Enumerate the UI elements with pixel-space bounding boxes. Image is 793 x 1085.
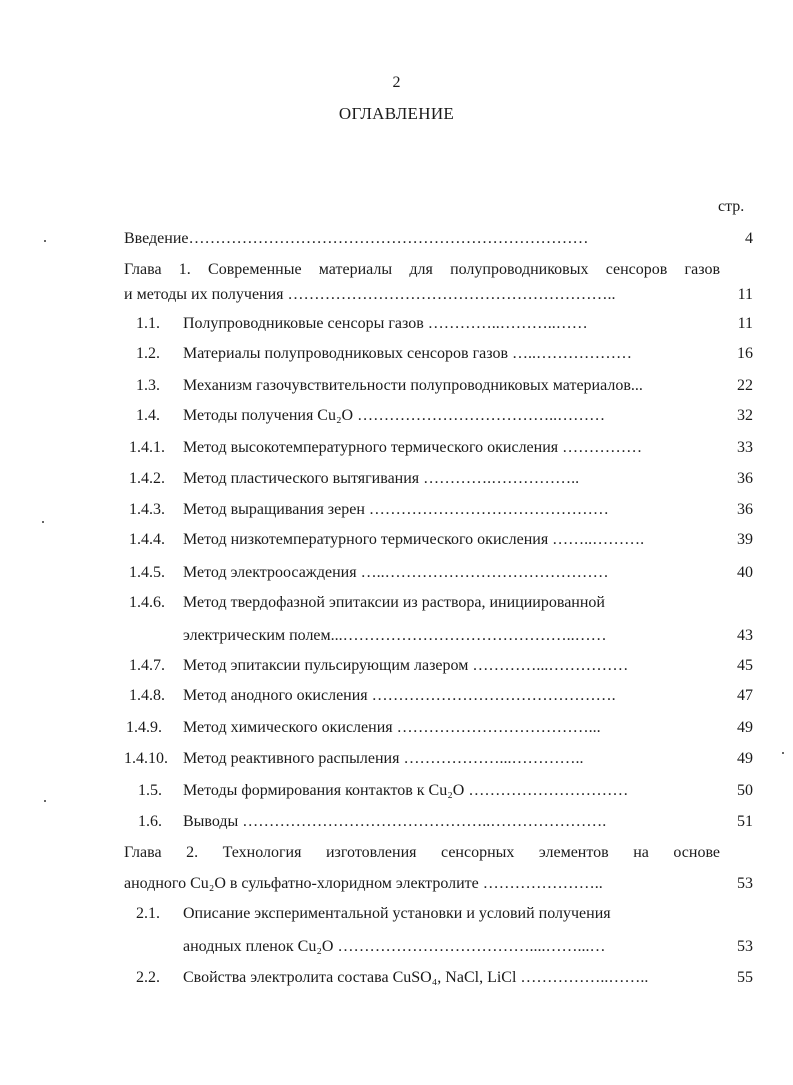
- toc-entry-1-6[interactable]: [183, 812, 606, 832]
- toc-page-number: 49: [737, 719, 753, 736]
- toc-leader-dots: ……………: [562, 439, 643, 456]
- toc-entry-1-4-3[interactable]: [183, 500, 609, 520]
- toc-section-number: 1.6.: [138, 813, 162, 830]
- toc-section-number: 1.2.: [136, 345, 160, 362]
- scan-speck: [42, 521, 44, 523]
- toc-leader-dots: …………..………..……: [427, 315, 588, 332]
- toc-section-number: 1.4.6.: [129, 594, 165, 611]
- toc-page-number: 50: [737, 782, 753, 799]
- toc-section-number: 1.4.4.: [129, 531, 165, 548]
- toc-chapter-2-title[interactable]: Глава 2. Технология изготовления сенсорных элементов на основе: [124, 844, 720, 861]
- toc-page-number: 39: [737, 531, 753, 548]
- toc-section-number: 1.4.10.: [124, 750, 168, 767]
- toc-entry-title: Материалы полупроводниковых сенсоров газов: [183, 345, 509, 362]
- toc-entry-title: Метод реактивного распыления: [183, 750, 400, 767]
- page-column-header: стр.: [718, 198, 745, 215]
- toc-entry-title: Механизм газочувствительности полупроводниковых материалов: [183, 377, 631, 394]
- toc-leader-dots: ……..……….: [552, 531, 645, 548]
- toc-section-number: 1.5.: [138, 782, 162, 799]
- toc-page-number: 11: [737, 315, 753, 332]
- scan-speck: [44, 800, 46, 802]
- toc-page-number: 11: [737, 286, 753, 303]
- toc-entry-2-1-cont[interactable]: [183, 937, 605, 957]
- toc-page-number: 32: [737, 407, 753, 424]
- toc-leader-dots: ………………………………...: [396, 719, 601, 736]
- toc-entry-title: и методы их получения: [124, 286, 284, 303]
- toc-entry-1-4-2[interactable]: [183, 469, 579, 489]
- toc-page-number: 53: [737, 875, 753, 892]
- toc-entry-title: Метод химического окисления: [183, 719, 393, 736]
- toc-entry-title: Введение: [124, 230, 189, 247]
- toc-leader-dots: …..………………: [512, 345, 633, 362]
- toc-entry-title: Методы получения Cu₂O: [183, 407, 354, 424]
- toc-leader-dots: ……………..……..: [520, 969, 649, 986]
- toc-leader-dots: ………………………………....……...…: [337, 938, 606, 955]
- toc-section-number: 1.4.8.: [129, 687, 165, 704]
- toc-leader-dots: …………………..: [482, 875, 603, 892]
- toc-entry-1-4-9[interactable]: [183, 718, 601, 738]
- toc-entry-1-4-1[interactable]: [183, 438, 642, 458]
- toc-page-number: 49: [737, 750, 753, 767]
- toc-entry-title: анодного Cu₂O в сульфатно-хлоридном электролите: [124, 875, 479, 892]
- toc-leader-dots: ...: [630, 377, 643, 394]
- toc-page-number: 22: [737, 377, 753, 394]
- toc-chapter-1-title-cont[interactable]: [124, 285, 616, 305]
- toc-section-number: 1.4.3.: [129, 501, 165, 518]
- toc-entry-title: Метод высокотемпературного термического окисления: [183, 439, 559, 456]
- toc-entry-title: Метод эпитаксии пульсирующим лазером: [183, 657, 469, 674]
- toc-page-number: 53: [737, 938, 753, 955]
- toc-section-number: 1.4.9.: [126, 719, 162, 736]
- toc-entry-1-4-7[interactable]: [183, 656, 628, 676]
- toc-page-number: 47: [737, 687, 753, 704]
- toc-entry-title: анодных пленок Cu₂O: [183, 938, 334, 955]
- toc-section-number: 1.4.1.: [129, 439, 165, 456]
- toc-leader-dots: ...……………………………………..……: [330, 627, 607, 644]
- toc-page-number: 40: [737, 564, 753, 581]
- toc-section-number: 1.1.: [136, 315, 160, 332]
- page-number: 2: [392, 74, 401, 91]
- toc-entry-title: Метод низкотемпературного термического окисления: [183, 531, 549, 548]
- toc-entry-1-4-5[interactable]: [183, 563, 609, 583]
- toc-page-number: 16: [737, 345, 753, 362]
- toc-page-number: 36: [737, 470, 753, 487]
- toc-entry-title: электрическим полем: [183, 627, 331, 644]
- toc-entry-1-4-10[interactable]: [183, 749, 583, 769]
- toc-section-number: 1.3.: [136, 377, 160, 394]
- toc-leader-dots: ………………………………………: [368, 501, 609, 518]
- toc-leader-dots: …..……………………………………: [360, 564, 609, 581]
- scan-speck: [44, 240, 46, 242]
- toc-leader-dots: ………………………………………..………………….: [242, 813, 607, 830]
- toc-section-number: 1.4.5.: [129, 564, 165, 581]
- toc-entry-intro[interactable]: [124, 229, 589, 249]
- toc-page-number: 45: [737, 657, 753, 674]
- toc-leader-dots: ……………………………………………………..: [287, 286, 616, 303]
- toc-entry-1-1[interactable]: [183, 314, 588, 334]
- toc-entry-title: Свойства электролита состава CuSO₄, NaCl, LiCl: [183, 969, 517, 986]
- toc-page-number: 4: [745, 230, 753, 247]
- toc-entry-title: Полупроводниковые сенсоры газов: [183, 315, 424, 332]
- toc-entry-title: Метод анодного окисления: [183, 687, 368, 704]
- toc-entry-1-4-6-cont[interactable]: [183, 626, 607, 646]
- toc-page-number: 36: [737, 501, 753, 518]
- toc-entry-1-4-4[interactable]: [183, 530, 644, 550]
- toc-leader-dots: ……………………………………….: [371, 687, 616, 704]
- toc-entry-title: Метод пластического вытягивания: [183, 470, 420, 487]
- toc-page-number: 51: [737, 813, 753, 830]
- toc-entry-1-3[interactable]: [183, 376, 643, 396]
- toc-entry-1-4[interactable]: [183, 406, 605, 426]
- scan-speck: [782, 752, 784, 754]
- toc-section-number: 1.4.7.: [129, 657, 165, 674]
- toc-page-number: 55: [737, 969, 753, 986]
- toc-entry-1-4-8[interactable]: [183, 686, 616, 706]
- toc-page-number: 33: [737, 439, 753, 456]
- page-title: ОГЛАВЛЕНИЕ: [338, 104, 455, 123]
- toc-entry-2-2[interactable]: [183, 968, 648, 988]
- toc-leader-dots: ………………………………..………: [357, 407, 606, 424]
- toc-entry-title: Выводы: [183, 813, 239, 830]
- toc-section-number: 1.4.: [136, 407, 160, 424]
- toc-leader-dots: …………………………………………………………………: [188, 230, 589, 247]
- toc-section-number: 1.4.2.: [129, 470, 165, 487]
- toc-page-number: 43: [737, 627, 753, 644]
- toc-leader-dots: ………….……………..: [423, 470, 580, 487]
- toc-chapter-1-title[interactable]: Глава 1. Современные материалы для полупроводниковых сенсоров газов: [124, 261, 720, 278]
- toc-entry-title: Метод электроосаждения: [183, 564, 357, 581]
- toc-entry-title: Метод выращивания зерен: [183, 501, 365, 518]
- toc-leader-dots: …………………………: [468, 782, 629, 799]
- toc-section-number: 2.2.: [136, 969, 160, 986]
- toc-entry-1-5[interactable]: [183, 781, 628, 801]
- toc-entry-1-2[interactable]: [183, 344, 632, 364]
- toc-entry-2-1[interactable]: Описание экспериментальной установки и условий получения: [183, 905, 611, 922]
- toc-section-number: 2.1.: [136, 905, 160, 922]
- toc-chapter-2-title-cont[interactable]: [124, 874, 603, 894]
- toc-entry-title: Методы формирования контактов к Cu₂O: [183, 782, 465, 799]
- toc-entry-1-4-6[interactable]: Метод твердофазной эпитаксии из раствора, инициированной: [183, 594, 605, 611]
- toc-leader-dots: ………………...…………..: [403, 750, 584, 767]
- toc-leader-dots: …………...……………: [472, 657, 629, 674]
